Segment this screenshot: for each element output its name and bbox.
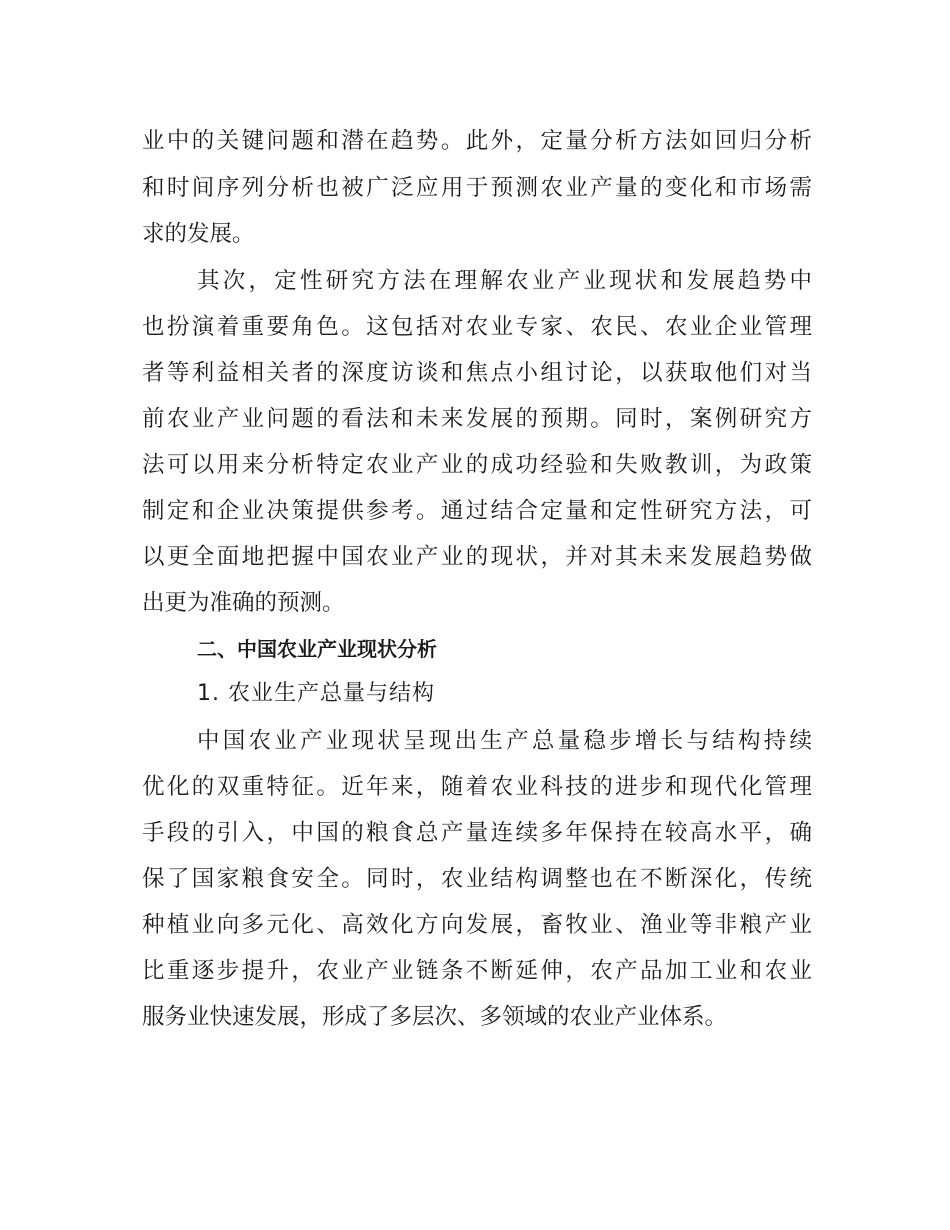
paragraph-2-line-2: 也扮演着重要角色。这包括对农业专家、农民、农业企业管理 <box>142 314 812 340</box>
subsection-heading: 1. 农业生产总量与结构 <box>197 681 435 706</box>
paragraph-3-line-1: 中国农业产业现状呈现出生产总量稳步增长与结构持续 <box>197 728 812 754</box>
paragraph-2-line-1: 其次，定性研究方法在理解农业产业现状和发展趋势中 <box>197 268 812 294</box>
paragraph-1-line-2: 和时间序列分析也被广泛应用于预测农业产量的变化和市场需 <box>142 175 812 201</box>
section-heading: 二、中国农业产业现状分析 <box>197 637 437 661</box>
paragraph-2-line-8: 出更为准确的预测。 <box>142 590 345 616</box>
paragraph-2-line-4: 前农业产业问题的看法和未来发展的预期。同时，案例研究方 <box>142 406 812 432</box>
paragraph-2-line-6: 制定和企业决策提供参考。通过结合定量和定性研究方法，可 <box>142 498 812 524</box>
paragraph-3-line-3: 手段的引入，中国的粮食总产量连续多年保持在较高水平，确 <box>142 820 812 846</box>
paragraph-1-line-3: 求的发展。 <box>142 221 255 247</box>
paragraph-2-line-7: 以更全面地把握中国农业产业的现状，并对其未来发展趋势做 <box>142 544 812 570</box>
paragraph-3-line-7: 服务业快速发展，形成了多层次、多领域的农业产业体系。 <box>142 1004 728 1030</box>
paragraph-3-line-6: 比重逐步提升，农业产业链条不断延伸，农产品加工业和农业 <box>142 958 812 984</box>
paragraph-1-line-1: 业中的关键问题和潜在趋势。此外，定量分析方法如回归分析 <box>142 128 812 154</box>
paragraph-3-line-5: 种植业向多元化、高效化方向发展，畜牧业、渔业等非粮产业 <box>142 912 812 938</box>
paragraph-2-line-5: 法可以用来分析特定农业产业的成功经验和失败教训，为政策 <box>142 452 812 478</box>
paragraph-3-line-2: 优化的双重特征。近年来，随着农业科技的进步和现代化管理 <box>142 774 812 800</box>
paragraph-2-line-3: 者等利益相关者的深度访谈和焦点小组讨论，以获取他们对当 <box>142 360 812 386</box>
paragraph-3-line-4: 保了国家粮食安全。同时，农业结构调整也在不断深化，传统 <box>142 866 812 892</box>
